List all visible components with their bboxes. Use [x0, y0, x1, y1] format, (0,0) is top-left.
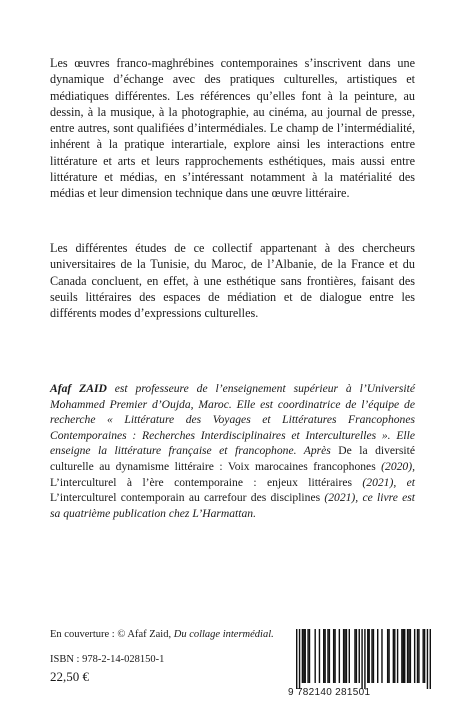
bio-year-3: (2021), ce livre est sa quatrième publication chez L’Harmattan. [50, 491, 415, 520]
barcode-bar [401, 629, 402, 683]
bio-text-1: est professeure de l’enseignement supérieur à l’Université Mohammed Premier d’Oujda, Maroc. Elle est coordinatrice de l’équipe de recherche « Littérature des Voyages et Littératures Francophones Contemporaines : Recherches Interdisciplinaires et Interculturelles ». Elle enseigne la littérature française et francophone. Après [50, 382, 415, 458]
barcode-bar [403, 629, 404, 683]
barcode-bar [299, 629, 300, 689]
barcode-bar [354, 629, 355, 683]
isbn: ISBN : 978-2-14-028150-1 [50, 654, 165, 665]
author-name: Afaf ZAID [50, 382, 107, 395]
barcode-bar [305, 629, 306, 683]
barcode-bar [327, 629, 328, 683]
barcode-bar [329, 629, 330, 683]
cover-credit-prefix: En couverture : © Afaf Zaid, [50, 629, 174, 640]
barcode-bar [410, 629, 411, 683]
barcode-bar [339, 629, 340, 683]
barcode-bar [314, 629, 315, 683]
barcode-bar [418, 629, 419, 683]
barcode-bar [343, 629, 344, 683]
barcode-bar [388, 629, 389, 683]
barcode-bar [359, 629, 360, 683]
barcode-bar [319, 629, 320, 683]
barcode-bar [344, 629, 345, 683]
barcode-bar [427, 629, 428, 689]
barcode-bar [302, 629, 303, 683]
bio-year-2: (2021), et [352, 475, 415, 489]
barcode-bar [394, 629, 395, 683]
barcode-bar [309, 629, 310, 683]
barcode-bar [333, 629, 334, 683]
barcode-bar [373, 629, 374, 683]
barcode-bar [404, 629, 405, 683]
barcode-digits: 9 782140 281501 [288, 687, 371, 698]
barcode-bar [364, 629, 365, 689]
barcode [296, 629, 431, 689]
barcode-bar [349, 629, 350, 683]
summary-paragraph-1: Les œuvres franco-maghrébines contemporaines s’inscrivent dans une dynamique d’échange avec des pratiques culturelles, artistiques et médiatiques différentes. Les références qu’elles font à la peinture, au dessin, à la musique, à la photographie, au cinéma, au journal de presse, entre autres, sont qualifiées d’intermédiales. Le champ de l’intermédialité, inhérent à la pratique interartiale, explore ainsi les interactions entre littérature et arts et leurs rapprochements esthétiques, mais aussi entre littérature et médias, en s’intéressant notamment à la matérialité des médias et leur dimension technique dans une œuvre littéraire. [50, 56, 415, 201]
barcode-bar [368, 629, 369, 683]
barcode-bar [346, 629, 347, 683]
barcode-bar [407, 629, 408, 683]
bio-book-3: L’interculturel contemporain au carrefour des disciplines [50, 491, 321, 505]
barcode-bar [387, 629, 388, 683]
barcode-bar [303, 629, 304, 683]
barcode-bar [323, 629, 324, 683]
author-bio [50, 381, 415, 521]
barcode-bar [377, 629, 378, 683]
barcode-bar [430, 629, 431, 689]
barcode-bar [324, 629, 325, 683]
barcode-bar [307, 629, 308, 683]
bio-book-2: L’interculturel à l’ère contemporaine : enjeux littéraires [50, 475, 353, 489]
cover-credit-title: Du collage intermédial. [173, 629, 274, 640]
barcode-bar [371, 629, 372, 683]
barcode-bar [424, 629, 425, 683]
barcode-bar [393, 629, 394, 683]
barcode-bar [422, 629, 423, 683]
barcode-bar [397, 629, 398, 683]
barcode-bar [296, 629, 297, 689]
barcode-bar [367, 629, 368, 683]
bio-book-1: De la diversité culturelle au dynamisme littéraire : Voix marocaines francophones [50, 444, 415, 473]
summary-paragraph-2: Les différentes études de ce collectif appartenant à des chercheurs universitaires de la Tunisie, du Maroc, de l’Albanie, de la France et du Canada concluent, en effet, à une esthétique sans frontières, faisant des seuils littéraires des espaces de médiation et de dialogue entre les différents modes d’expressions culturelles. [50, 241, 415, 321]
price: 22,50 € [50, 669, 89, 684]
barcode-bar [361, 629, 362, 689]
barcode-bar [417, 629, 418, 683]
cover-credit [50, 628, 274, 642]
barcode-bar [381, 629, 382, 683]
barcode-bar [414, 629, 415, 683]
barcode-bar [408, 629, 409, 683]
barcode-bar [356, 629, 357, 683]
bio-year-1: (2020), [375, 459, 415, 473]
barcode-bar [334, 629, 335, 683]
